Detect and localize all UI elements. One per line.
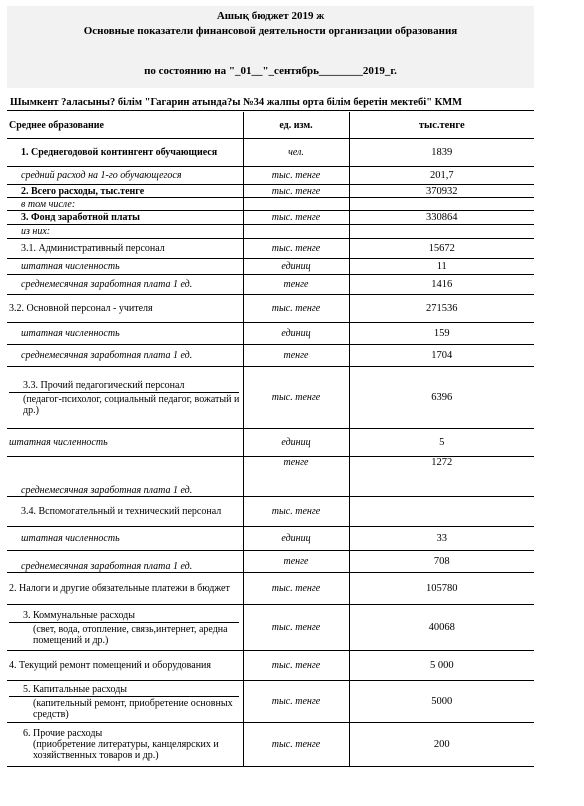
table-row: [7, 167, 534, 185]
row-value: 708: [349, 551, 534, 573]
table-row: [7, 551, 534, 573]
row-label: 3. Коммунальные расходы: [23, 609, 135, 621]
row-label: средний расход на 1-го обучающегося: [7, 167, 243, 185]
row-unit: тыс. тенге: [243, 185, 349, 198]
table-row: [7, 295, 534, 323]
row-value: 159: [349, 323, 534, 345]
row-label: среднемесячная заработная плата 1 ед.: [7, 457, 243, 497]
table-row: [7, 367, 534, 429]
row-label: 3.1. Административный персонал: [7, 239, 243, 259]
row-label: среднемесячная заработная плата 1 ед.: [7, 275, 243, 295]
row-value: [349, 198, 534, 211]
row-unit: тыс. тенге: [243, 497, 349, 527]
row-label: 6. Прочие расходы: [23, 728, 103, 739]
table-row: [7, 723, 534, 767]
row-value: 6396: [349, 367, 534, 429]
row-value: 201,7: [349, 167, 534, 185]
row-value: 5 000: [349, 651, 534, 681]
row-sublabel: (свет, вода, отопление, связь,интернет, аредна помещений и др.): [33, 623, 228, 646]
row-unit: единиц: [243, 527, 349, 551]
row-value: 33: [349, 527, 534, 551]
row-unit: тыс. тенге: [243, 651, 349, 681]
row-label: 4. Текущий ремонт помещений и оборудования: [7, 651, 243, 681]
document-subtitle: Основные показатели финансовой деятельности организации образования: [83, 25, 458, 37]
row-label: штатная численность: [7, 429, 243, 457]
table-row: [7, 239, 534, 259]
row-label: среднемесячная заработная плата 1 ед.: [7, 551, 243, 573]
table-row: [7, 651, 534, 681]
table-row: [7, 573, 534, 605]
financial-table: [7, 112, 534, 767]
row-label: среднемесячная заработная плата 1 ед.: [7, 345, 243, 367]
table-row: [7, 225, 534, 239]
table-row: [7, 198, 534, 211]
row-label-cell: [7, 681, 243, 723]
row-unit: [243, 225, 349, 239]
row-label: штатная численность: [7, 323, 243, 345]
row-sublabel: (капительный ремонт, приобретение основных средств): [33, 697, 233, 720]
row-value: 200: [349, 723, 534, 767]
row-label: штатная численность: [7, 259, 243, 275]
row-label: 3. Фонд заработной платы: [7, 211, 243, 225]
row-unit: тенге: [243, 275, 349, 295]
school-name: Шымкент ?аласыны? білім "Гагарин атында?ы №34 жалпы орта білім беретін мектебі" КММ: [10, 97, 463, 108]
table-row: [7, 211, 534, 225]
table-row: [7, 605, 534, 651]
table-row: [7, 259, 534, 275]
row-value: 5000: [349, 681, 534, 723]
table-row: [7, 275, 534, 295]
row-unit: тенге: [243, 551, 349, 573]
divider: [9, 622, 239, 623]
column-header-unit: ед. изм.: [243, 112, 349, 139]
row-unit: тыс. тенге: [243, 605, 349, 651]
row-label-cell: [7, 605, 243, 651]
row-sublabel: (педагог-психолог, социальный педагог, вожатый и др.): [23, 393, 240, 416]
row-label: 3.3. Прочий педагогический персонал: [23, 379, 185, 391]
row-value: 1272: [349, 457, 534, 497]
table-row: [7, 139, 534, 167]
row-value: 40068: [349, 605, 534, 651]
divider: [9, 696, 239, 697]
row-unit: тыс. тенге: [243, 573, 349, 605]
row-unit: [243, 198, 349, 211]
table-row: [7, 323, 534, 345]
row-label: в том числе:: [7, 198, 243, 211]
row-value: 105780: [349, 573, 534, 605]
divider: [9, 392, 239, 393]
column-header-value: тыс.тенге: [349, 112, 534, 139]
table-row: [7, 185, 534, 198]
row-unit: единиц: [243, 429, 349, 457]
row-value: [349, 225, 534, 239]
row-label-cell: [7, 367, 243, 429]
table-row: [7, 457, 534, 497]
column-header-category: Среднее образование: [7, 112, 243, 139]
row-value: 1839: [349, 139, 534, 167]
row-value: 11: [349, 259, 534, 275]
row-unit: тенге: [243, 345, 349, 367]
row-sublabel: (приобретение литературы, канцелярских и хозяйственных товаров и др.): [33, 739, 219, 761]
table-row: [7, 527, 534, 551]
row-unit: тыс. тенге: [243, 295, 349, 323]
row-unit: единиц: [243, 323, 349, 345]
table-header-row: [7, 112, 534, 139]
row-unit: тыс. тенге: [243, 239, 349, 259]
row-unit: тыс. тенге: [243, 723, 349, 767]
row-label: 2. Всего расходы, тыс.тенге: [7, 185, 243, 198]
row-value: 271536: [349, 295, 534, 323]
row-label: 3.4. Вспомогательный и технический персонал: [7, 497, 243, 527]
report-date: по состоянию на "_01__"_сентябрь________2019_г.: [144, 65, 397, 77]
row-label: 1. Среднегодовой контингент обучающиеся: [7, 139, 243, 167]
row-value: 5: [349, 429, 534, 457]
row-value: 15672: [349, 239, 534, 259]
table-row: [7, 681, 534, 723]
row-label: 5. Капитальные расходы: [23, 683, 128, 695]
table-row: [7, 497, 534, 527]
row-unit: тыс. тенге: [243, 367, 349, 429]
row-value: 1416: [349, 275, 534, 295]
row-unit: тыс. тенге: [243, 211, 349, 225]
row-label-cell: [7, 723, 243, 767]
row-label: из них:: [7, 225, 243, 239]
row-unit: тыс. тенге: [243, 167, 349, 185]
row-unit: чел.: [243, 139, 349, 167]
row-value: 1704: [349, 345, 534, 367]
row-label: 2. Налоги и другие обязательные платежи в бюджет: [7, 573, 243, 605]
row-unit: единиц: [243, 259, 349, 275]
divider: [7, 110, 534, 111]
row-value: [349, 497, 534, 527]
table-row: [7, 429, 534, 457]
row-value: 330864: [349, 211, 534, 225]
row-label: 3.2. Основной персонал - учителя: [7, 295, 243, 323]
document-title: Ашық бюджет 2019 ж: [216, 10, 325, 22]
row-value: 370932: [349, 185, 534, 198]
table-row: [7, 345, 534, 367]
row-unit: тенге: [243, 457, 349, 497]
row-label: штатная численность: [7, 527, 243, 551]
row-unit: тыс. тенге: [243, 681, 349, 723]
